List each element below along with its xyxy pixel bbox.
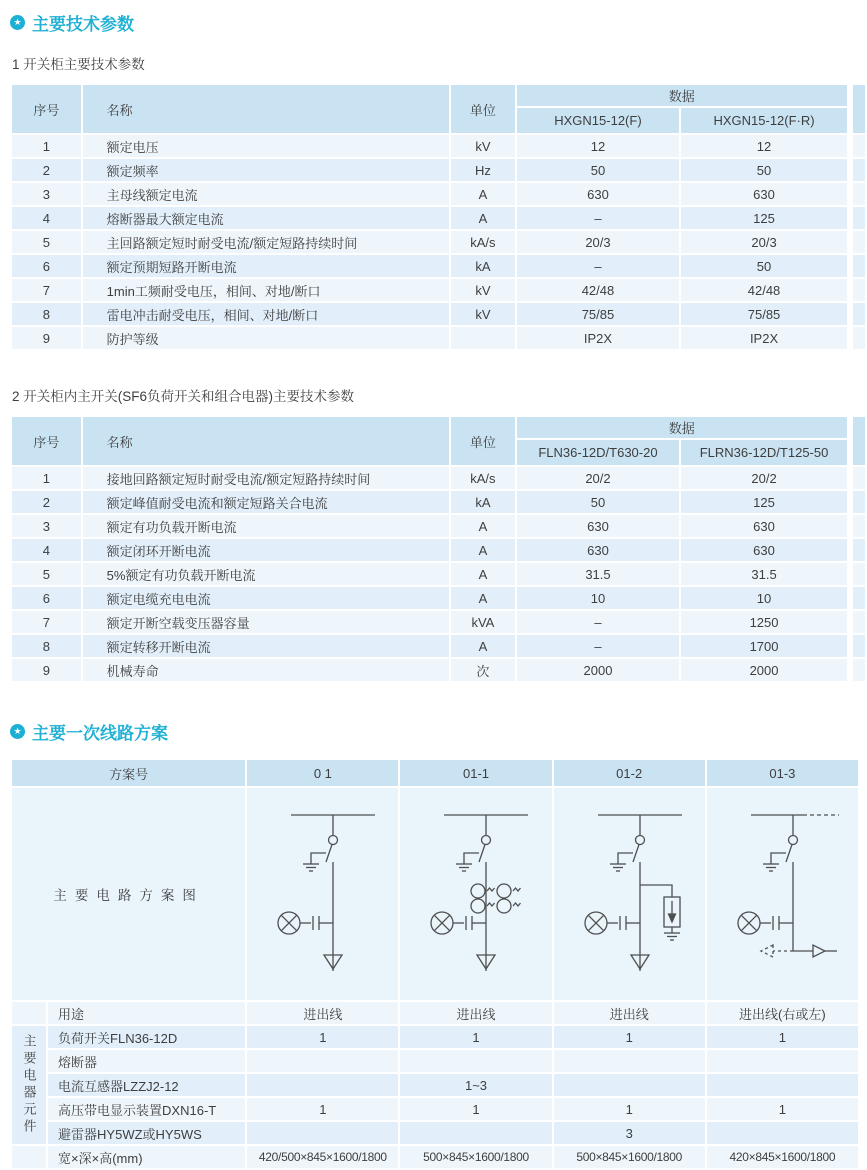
edge-sliver [850,84,866,134]
diagram-label: 主要电路方案图 [11,787,246,1001]
col-header-no: 序号 [11,84,82,134]
table-row: 2 额定频率 Hz 50 50 [11,158,866,182]
table-row: 7 额定开断空载变压器容量 kVA – 1250 [11,610,866,634]
size-row: 宽×深×高(mm) 420/500×845×1600/1800 500×845×1600/1800 500×845×1600/1800 420×845×1600/1800 [11,1145,859,1169]
table-row: 9 防护等级 IP2X IP2X [11,326,866,350]
scheme-header-row [11,759,859,787]
table-row: 3 主母线额定电流 A 630 630 [11,182,866,206]
table-row: 5 主回路额定短时耐受电流/额定短路持续时间 kA/s 20/3 20/3 [11,230,866,254]
table-row: 8 雷电冲击耐受电压，相间、对地/断口 kV 75/85 75/85 [11,302,866,326]
usage-label: 用途 [47,1001,246,1025]
primary-scheme-table [10,758,860,1170]
scheme-col-header: 0 1 [246,759,399,787]
table-row: 5 5%额定有功负载开断电流 A 31.5 31.5 [11,562,866,586]
usage-row: 用途 进出线 进出线 进出线 进出线(右或左) [11,1001,859,1025]
col-header-unit: 单位 [450,84,516,134]
table-row: 1 接地回路额定短时耐受电流/额定短路持续时间 kA/s 20/2 20/2 [11,466,866,490]
circuit-diagram-01-1 [399,787,552,1001]
spacer-cell [11,1145,47,1169]
circuit-diagram-01-2 [553,787,706,1001]
table-row: 8 额定转移开断电流 A – 1700 [11,634,866,658]
spacer-cell [11,1001,47,1025]
col-header-name: 名称 [82,84,450,134]
scheme-col-header: 01-2 [553,759,706,787]
component-row: 熔断器 [11,1049,859,1073]
load-switch-ct-feeder-diagram-icon [404,799,552,989]
table-row: 2 额定峰值耐受电流和额定短路关合电流 kA 50 125 [11,490,866,514]
section-title-text: 主要技术参数 [32,15,134,34]
component-row: 电流互感器LZZJ2-12 1~3 [11,1073,859,1097]
col-header-unit: 单位 [450,416,516,466]
component-group-label: 主要电器元件 [11,1025,47,1145]
edge-sliver [850,416,866,466]
scheme-col-header: 01-1 [399,759,552,787]
star-circle-icon: ★ [10,15,25,30]
table-row: 1 额定电压 kV 12 12 [11,134,866,158]
table-row: 3 额定有功负载开断电流 A 630 630 [11,514,866,538]
load-switch-feeder-diagram-icon [251,799,399,989]
diagram-row [11,787,859,1001]
col-header-name: 名称 [82,416,450,466]
table-row: 4 熔断器最大额定电流 A – 125 [11,206,866,230]
scheme-no-header: 方案号 [11,759,246,787]
col-header-data: 数据 [516,416,850,439]
circuit-diagram-01-3 [706,787,859,1001]
col-header-model2: HXGN15-12(F·R) [680,107,850,134]
col-header-model1: HXGN15-12(F) [516,107,681,134]
component-row: 主要电器元件 负荷开关FLN36-12D 1 1 1 1 [11,1025,859,1049]
table1-caption: 1 开关柜主要技术参数 [12,57,145,72]
size-label: 宽×深×高(mm) [47,1145,246,1169]
col-header-data: 数据 [516,84,850,107]
component-row: 高压带电显示装置DXN16-T 1 1 1 1 [11,1097,859,1121]
col-header-model1: FLN36-12D/T630-20 [516,439,681,466]
table-row: 4 额定闭环开断电流 A 630 630 [11,538,866,562]
section-title-primary-schemes [10,719,867,744]
table-row: 9 机械寿命 次 2000 2000 [11,658,866,682]
load-switch-side-exit-feeder-diagram-icon [711,799,859,989]
component-row: 避雷器HY5WZ或HY5WS 3 [11,1121,859,1145]
star-circle-icon: ★ [10,724,25,739]
table-row: 7 1min工频耐受电压，相间、对地/断口 kV 42/48 42/48 [11,278,866,302]
section-title-text: 主要一次线路方案 [32,724,168,743]
scheme-col-header: 01-3 [706,759,859,787]
col-header-no: 序号 [11,416,82,466]
main-switch-params-table [10,415,867,683]
circuit-diagram-01 [246,787,399,1001]
section-title-main-parameters [10,10,867,35]
col-header-model2: FLRN36-12D/T125-50 [680,439,850,466]
table2-caption: 2 开关柜内主开关(SF6负荷开关和组合电器)主要技术参数 [12,389,355,404]
switchgear-params-table [10,83,867,351]
table-row: 6 额定预期短路开断电流 kA – 50 [11,254,866,278]
load-switch-arrester-feeder-diagram-icon [558,799,706,989]
table-row: 6 额定电缆充电电流 A 10 10 [11,586,866,610]
